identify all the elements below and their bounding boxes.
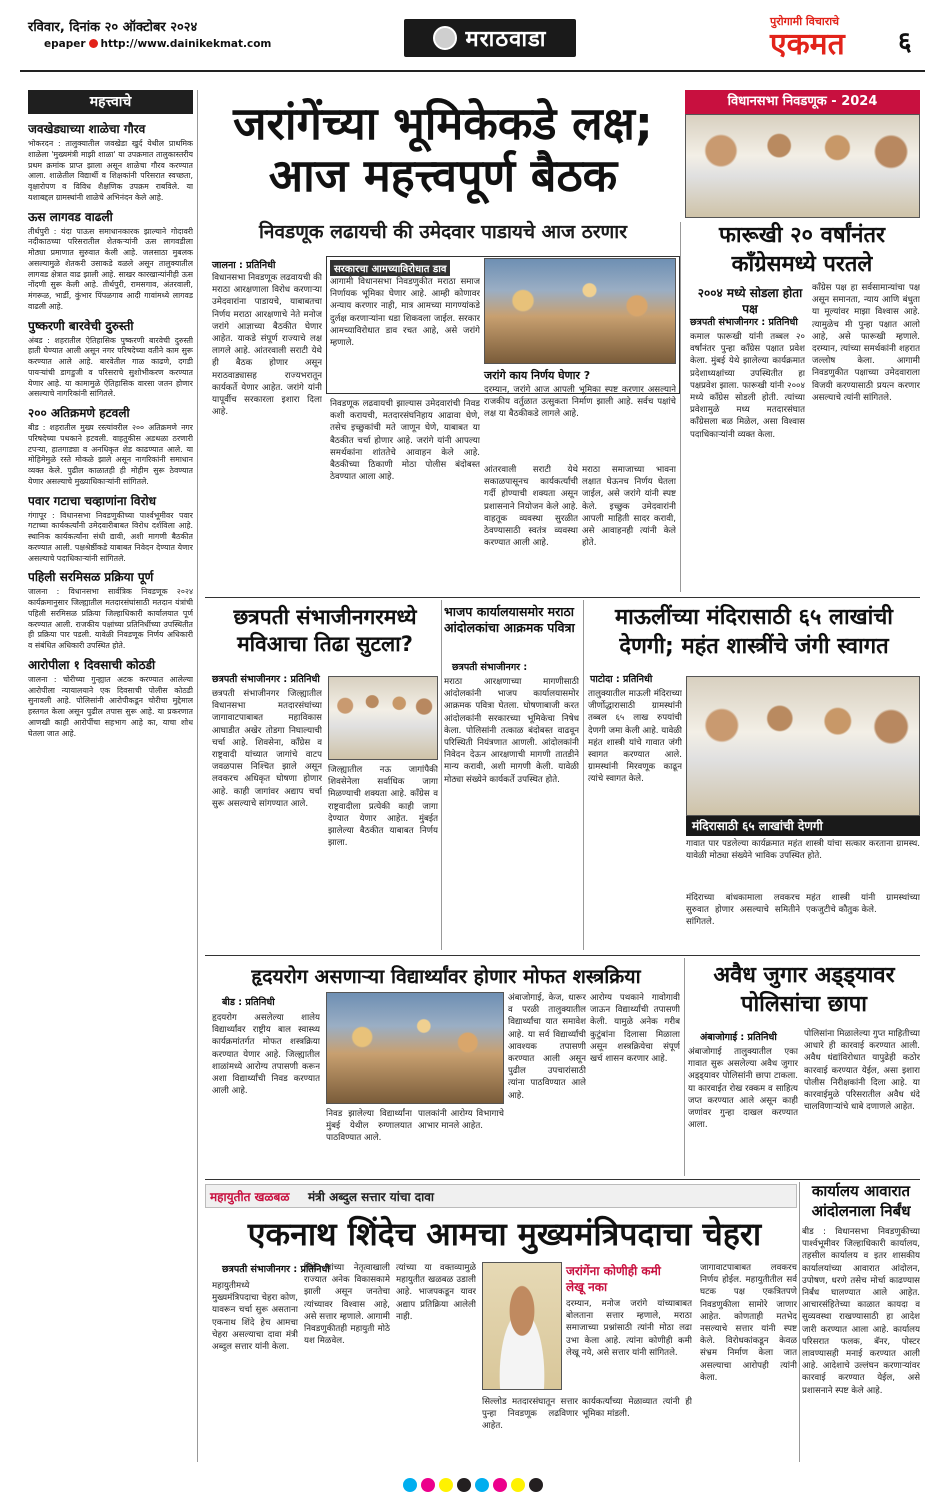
heart-surgery-text: हृदयरोग असलेल्या शालेय विद्यार्थ्यांवर राष्ट्रीय बाल स्वास्थ्य कार्यक्रमांतर्गत मोफत शस्त्रक्रिया करण्यात येणार आहे. जिल्ह्यातील शाळांमध्ये आरोग्य तपासणी करून अशा विद्यार्थ्यांची निवड करण्यात आली आहे.	[212, 1013, 320, 1097]
masthead-logo: एकमत	[770, 27, 845, 62]
mva-byline: छत्रपती संभाजीनगर : प्रतिनिधी	[212, 674, 320, 685]
sidebar-box-title: जरांगेंना कोणीही कमी लेखू नका	[566, 1264, 661, 1294]
brief-text: भोकरदन : तालुक्यातील जवखेडा खुर्द येथील प्राथमिक शाळेला 'मुख्यमंत्री माझी शाळा' या उपक्रमात तालुकास्तरीय प्रथम क्रमांक प्राप्त झाला असून शाळेचा गौरव करण्यात आला. शाळेतील विद्यार्थी व शिक्षकांनी परिसरात स्वच्छता, वृक्षारोपण व विविध शैक्षणिक उपक्रम राबविले. या यशाबद्दल ग्रामस्थांनी शाळेचे अभिनंदन केले आहे.	[28, 139, 193, 202]
left-column-heading: महत्त्वाचे	[28, 90, 193, 114]
cyan-mark-icon	[475, 1478, 489, 1492]
photo-question: जरांगे काय निर्णय घेणार ?	[484, 369, 591, 382]
heart-surgery-text-2: निवड झालेल्या विद्यार्थ्यांना मुंबई येथील रुग्णालयात पाठविण्यात आले.	[326, 1109, 412, 1144]
column-divider	[197, 90, 198, 1462]
brief-story	[28, 568, 193, 652]
black-mark-icon	[529, 1478, 543, 1492]
protest-ban-headline[interactable]: कार्यालय आवारात आंदोलनाला निर्बंध	[811, 1182, 911, 1220]
brief-text: गंगापूर : विधानसभा निवडणुकीच्या पार्श्वभूमीवर पवार गटाच्या कार्यकर्त्यांनी उमेदवारीबाबत विरोध दर्शविला आहे. स्थानिक कार्यकर्त्यांना संधी द्यावी, अशी मागणी बैठकीत करण्यात आली. पक्षश्रेष्ठींकडे याबाबत निवेदन देण्यात येणार असल्याचे पदाधिकाऱ्यांनी सांगितले.	[28, 510, 193, 563]
section-divider	[205, 597, 920, 598]
column-divider	[583, 600, 584, 950]
brief-story	[28, 404, 193, 488]
sidebar-box-text: दरम्यान, मनोज जरांगे यांच्याबाबत बोलताना सत्तार म्हणाले, मराठा समाजाच्या प्रश्नांसाठी त्यांनी मोठा लढा उभा केला आहे. त्यांना कोणीही कमी लेखू नये, असे सत्तार यांनी सांगितले.	[566, 1299, 692, 1358]
issue-date: रविवार, दिनांक २० ऑक्टोबर २०२४	[28, 20, 198, 35]
cyan-mark-icon	[403, 1478, 417, 1492]
temple-donation-text-3: महंत शास्त्री यांनी ग्रामस्थांच्या एकजुटीचे कौतुक केले.	[806, 893, 920, 916]
brief-story	[28, 492, 193, 565]
brief-title: पुष्करणी बारवेची दुरुस्ती	[28, 318, 134, 333]
sidebar-box-title: सरकारचा आमच्याविरोधात डाव	[330, 260, 450, 276]
bjp-protest-headline[interactable]: भाजप कार्यालयासमोर मराठा आंदोलकांचा आक्रमक पवित्रा	[444, 604, 575, 636]
sidebar-box-text: आगामी विधानसभा निवडणुकीत मराठा समाज निर्णायक भूमिका घेणार आहे. आम्ही कोणावर अन्याय करणार नाही, मात्र आमच्या मागण्यांकडे दुर्लक्ष करणाऱ्यांना धडा शिकवला जाईल. सरकार आमच्याविरोधात डाव रचत आहे, असे जरांगे म्हणाले.	[330, 277, 480, 349]
protest-ban-text: बीड : विधानसभा निवडणुकीच्या पार्श्वभूमीवर जिल्हाधिकारी कार्यालय, तहसील कार्यालय व इतर शासकीय कार्यालयांच्या आवारात आंदोलन, उपोषण, धरणे तसेच मोर्चा काढण्यास निर्बंध घालण्यात आले आहेत. आचारसंहितेच्या काळात कायदा व सुव्यवस्था राखण्यासाठी हा आदेश जारी करण्यात आला आहे. कार्यालय परिसरात फलक, बॅनर, पोस्टर लावण्यासही मनाई करण्यात आली आहे. आदेशाचे उल्लंघन करणाऱ्यांवर कारवाई करण्यात येईल, असे प्रशासनाने स्पष्ट केले आहे.	[802, 1227, 920, 1396]
brief-title: आरोपीला १ दिवसाची कोठडी	[28, 657, 156, 672]
faruki-column	[690, 315, 805, 590]
temple-donation-text: तालुक्यातील माऊली मंदिराच्या जीर्णोद्धारासाठी ग्रामस्थांनी तब्बल ६५ लाख रुपयांची देणगी जमा केली आहे. यावेळी महंत शास्त्री यांचे गावात जंगी स्वागत करण्यात आले. ग्रामस्थांनी मिरवणूक काढून त्यांचे स्वागत केले.	[588, 689, 682, 785]
shinde-text-4: सिल्लोड मतदारसंघातून सत्तार पुन्हा निवडणूक लढविणार आहेत.	[482, 1397, 578, 1432]
black-mark-icon	[457, 1478, 471, 1492]
lead-text-2: निवडणूक लढवायची झाल्यास उमेदवारांची निवड कशी करायची, मतदारसंघनिहाय आढावा घेणे, तसेच इच्छुकांची मते जाणून घेणे, याबाबत या बैठकीत चर्चा होणार आहे. जरांगे यांनी आपल्या समर्थकांना शांततेचे आवाहन केले आहे. बैठकीच्या ठिकाणी मोठा पोलीस बंदोबस्त ठेवण्यात आला आहे.	[330, 399, 480, 483]
students-photo[interactable]	[326, 992, 504, 1104]
shinde-text-2: शिंदे यांच्या नेतृत्वाखाली राज्यात अनेक विकासकामे झाली असून जनतेचा त्यांच्यावर विश्वास आहे, असे सत्तार म्हणाले. आगामी निवडणुकीतही महायुती मोठे यश मिळवेल.	[304, 1263, 390, 1347]
faruki-text-2: काँग्रेस पक्ष हा सर्वसामान्यांचा पक्ष असून समानता, न्याय आणि बंधुता या मूल्यांवर माझा विश्वास आहे. त्यामुळेच मी पुन्हा पक्षात आलो आहे, असे फारूखी म्हणाले. दरम्यान, त्यांच्या समर्थकांनी शहरात जल्लोष केला. आगामी निवडणुकीत पक्षाच्या उमेदवाराला विजयी करण्यासाठी प्रयत्न करणार असल्याचे त्यांनी सांगितले.	[812, 283, 920, 403]
temple-donation-text-2: मंदिराच्या बांधकामाला लवकरच सुरुवात होणार असल्याचे समितीने सांगितले.	[686, 893, 800, 928]
lead-text-3: आंतरवाली सराटी येथे सकाळपासूनच कार्यकर्त्यांची गर्दी होण्याची शक्यता असून प्रशासनाने नियोजन केले आहे. वाहतूक व्यवस्था सुरळीत ठेवण्यासाठी स्वतंत्र व्यवस्था करण्यात आली आहे.	[484, 465, 578, 549]
temple-donation-byline: पाटोदा : प्रतिनिधी	[590, 674, 653, 685]
gambling-raid-text-2: पोलिसांना मिळालेल्या गुप्त माहितीच्या आधारे ही कारवाई करण्यात आली. अवैध धंद्यांविरोधात यापुढेही कठोर कारवाई करण्यात येईल, असा इशारा पोलीस निरीक्षकांनी दिला आहे. या कारवाईमुळे परिसरातील अवैध धंदे चालविणाऱ्यांचे धाबे दणाणले आहेत.	[804, 1029, 920, 1113]
brief-title: पवार गटाचा चव्हाणांना विरोध	[28, 493, 156, 508]
column-divider	[441, 600, 442, 950]
heart-surgery-text-5: आरोग्य पथकाने गावोगावी जाऊन विद्यार्थ्यांची तपासणी केली. यामुळे अनेक गरीब कुटुंबांना दिलासा मिळाला असून शस्त्रक्रियेचा संपूर्ण खर्च शासन करणार आहे.	[590, 993, 680, 1065]
heart-surgery-text-3: पालकांनी आरोग्य विभागाचे आभार मानले आहेत.	[418, 1109, 504, 1132]
shinde-text-6: जागावाटपाबाबत लवकरच निर्णय होईल. महायुतीतील सर्व घटक पक्ष एकत्रितपणे निवडणुकीला सामोरे जाणार आहेत. कोणताही मतभेद नसल्याचे सत्तार यांनी स्पष्ट केले. विरोधकांकडून केवळ संभ्रम निर्माण केला जात असल्याचा आरोपही त्यांनी केला.	[700, 1263, 797, 1383]
congress-meeting-photo[interactable]	[685, 114, 920, 218]
brief-text: जालना : चोरीच्या गुन्ह्यात अटक करण्यात आलेल्या आरोपीला न्यायालयाने एक दिवसाची पोलीस कोठडी सुनावली आहे. पोलिसांनी आरोपीकडून चोरीचा मुद्देमाल हस्तगत केला असून पुढील तपास सुरू आहे. या प्रकरणात आणखी काही आरोपींचा सहभाग आहे का, याचा शोध घेतला जात आहे.	[28, 674, 193, 738]
header-divider	[20, 70, 925, 72]
epaper-line	[44, 38, 271, 50]
logo-tagline: पुरोगामी विचाराचे	[770, 15, 840, 28]
brief-text: जालना : विधानसभा सार्वत्रिक निवडणूक २०२४ कार्यक्रमानुसार जिल्ह्यातील मतदारसंघांसाठी मतदान यंत्रांची पहिली सरमिसळ प्रक्रिया जिल्हाधिकारी कार्यालयात पूर्ण करण्यात आली. राजकीय पक्षांच्या प्रतिनिधींच्या उपस्थितीत ही प्रक्रिया पार पडली. यावेळी निवडणूक निर्णय अधिकारी व संबंधित अधिकारी उपस्थित होते.	[28, 587, 193, 650]
page-number: ६	[898, 27, 912, 57]
magenta-mark-icon	[493, 1478, 507, 1492]
section-banner	[404, 19, 576, 57]
shinde-text-3: त्यांच्या या वक्तव्यामुळे महायुतीत खळबळ उडाली आहे. भाजपकडून यावर अद्याप प्रतिक्रिया आलेली नाही.	[396, 1263, 476, 1322]
section-divider	[205, 955, 920, 956]
bjp-protest-text: मराठा आरक्षणाच्या मागणीसाठी आंदोलकांनी भाजप कार्यालयासमोर आक्रमक पवित्रा घेतला. घोषणाबाजी करत आंदोलकांनी सरकारच्या भूमिकेचा निषेध केला. पोलिसांनी तत्काळ बंदोबस्त वाढवून परिस्थिती नियंत्रणात आणली. आंदोलकांनी निवेदन देऊन आरक्षणाची मागणी तातडीने मान्य करावी, अशी मागणी केली. यावेळी मोठ्या संख्येने कार्यकर्ते उपस्थित होते.	[444, 677, 579, 785]
lead-byline: जालना : प्रतिनिधी	[212, 260, 276, 271]
column-divider	[684, 958, 685, 1176]
photo-caption-title: मंदिरासाठी ६५ लाखांची देणगी	[686, 816, 920, 836]
mva-text-2: जिल्ह्यातील नऊ जागांपैकी शिवसेनेला सर्वाधिक जागा मिळण्याची शक्यता आहे. काँग्रेस व राष्ट्रवादीला प्रत्येकी काही जागा देण्यात येणार आहेत. मुंबईत झालेल्या बैठकीत याबाबत निर्णय झाला.	[328, 765, 438, 849]
heart-surgery-byline: बीड : प्रतिनिधी	[222, 997, 275, 1008]
mva-leaders-photo[interactable]	[328, 676, 438, 760]
left-column	[28, 116, 193, 1461]
gambling-raid-text: अंबाजोगाई तालुक्यातील एका गावात सुरू असलेल्या अवैध जुगार अड्ड्यावर पोलिसांनी छापा टाकला. या कारवाईत रोख रक्कम व साहित्य जप्त करण्यात आले असून काही जणांवर गुन्हा दाखल करण्यात आला.	[688, 1047, 798, 1131]
faruki-headline[interactable]: फारूखी २० वर्षांनंतर काँग्रेसमध्ये परतले	[718, 223, 886, 277]
globe-icon	[89, 39, 98, 48]
brief-story	[28, 208, 193, 313]
brief-story	[28, 120, 193, 204]
kicker-tag: महायुतीत खळबळ	[210, 1190, 290, 1204]
gambling-raid-headline[interactable]: अवैध जुगार अड्ड्यावर पोलिसांचा छापा	[713, 963, 895, 1017]
kicker-text: मंत्री अब्दुल सत्तार यांचा दावा	[308, 1190, 434, 1204]
mva-headline[interactable]: छत्रपती संभाजीनगरमध्ये मविआचा तिढा सुटला?	[233, 605, 417, 657]
faruki-byline: छत्रपती संभाजीनगर : प्रतिनिधी	[690, 317, 798, 328]
jarange-rally-photo[interactable]	[484, 258, 676, 364]
bjp-protest-byline: छत्रपती संभाजीनगर :	[452, 662, 528, 673]
brief-title: जवखेड्याच्या शाळेचा गौरव	[28, 122, 146, 136]
brief-text: बीड : शहरातील मुख्य रस्त्यांवरील २०० अतिक्रमणे नगर परिषदेच्या पथकाने हटवली. वाहतुकीस अडथळा ठरणारी टपऱ्या, हातगाड्या व अनधिकृत शेड काढण्यात आले. या मोहिमेमुळे रस्ते मोकळे झाले असून नागरिकांनी समाधान व्यक्त केले. पुढील काळातही ही मोहीम सुरू ठेवण्यात येणार असल्याचे मुख्याधिकाऱ्यांनी सांगितले.	[28, 423, 193, 486]
column-divider	[680, 222, 681, 592]
temple-donation-headline[interactable]: माऊलींच्या मंदिरासाठी ६५ लाखांची देणगी; महंत शास्त्रींचे जंगी स्वागत	[614, 605, 894, 659]
election-banner-title: विधानसभा निवडणूक - 2024	[685, 90, 920, 114]
election-banner	[685, 90, 920, 218]
lead-text-4: मराठा समाजाच्या भावना लक्षात घेऊनच निर्णय घेतला जाईल, असे जरांगे यांनी स्पष्ट केले. इच्छुक उमेदवारांनी आपली माहिती सादर करावी, असे आवाहनही त्यांनी केले होते.	[582, 465, 676, 549]
shinde-headline[interactable]: एकनाथ शिंदेच आमचा मुख्यमंत्रिपदाचा चेहरा	[247, 1215, 762, 1253]
heart-surgery-text-4: अंबाजोगाई, केज, धारूर व परळी तालुक्यातील विद्यार्थ्यांचा यात समावेश आहे. या सर्व विद्यार्थ्यांची आवश्यक तपासणी करण्यात आली असून पुढील उपचारांसाठी त्यांना पाठविण्यात आले आहे.	[508, 993, 586, 1101]
photo-question-text: दरम्यान, जरांगे आज आपली भूमिका स्पष्ट करणार असल्याने राजकीय वर्तुळात उत्सुकता निर्माण झाली आहे. सर्वच पक्षांचे लक्ष या बैठकीकडे लागले आहे.	[484, 385, 676, 420]
section-title: मराठवाडा	[465, 27, 547, 52]
temple-felicitation-photo[interactable]	[686, 676, 920, 816]
brief-title: पहिली सरमिसळ प्रक्रिया पूर्ण	[28, 570, 154, 585]
faruki-subhead: २००४ मध्ये सोडला होता पक्ष	[697, 286, 803, 316]
yellow-mark-icon	[439, 1478, 453, 1492]
shinde-byline: छत्रपती संभाजीनगर : प्रतिनिधी	[222, 1264, 330, 1275]
brief-story	[28, 317, 193, 401]
mva-text: छत्रपती संभाजीनगर जिल्ह्यातील विधानसभा मतदारसंघांच्या जागावाटपाबाबत महाविकास आघाडीत अखेर तोडगा निघाल्याची चर्चा आहे. शिवसेना, काँग्रेस व राष्ट्रवादी यांच्यात जागांचे वाटप जवळपास निश्चित झाले असून लवकरच अधिकृत घोषणा होणार आहे. काही जागांवर अद्याप चर्चा सुरू असल्याचे सांगण्यात आले.	[212, 689, 322, 809]
epaper-label: epaper	[44, 38, 86, 50]
gambling-raid-byline: अंबाजोगाई : प्रतिनिधी	[700, 1032, 777, 1043]
faruki-text: कमाल फारूखी यांनी तब्बल २० वर्षांनंतर पुन्हा काँग्रेस पक्षात प्रवेश केला. मुंबई येथे झालेल्या कार्यक्रमात प्रदेशाध्यक्षांच्या उपस्थितीत हा पक्षप्रवेश झाला. फारूखी यांनी २००४ मध्ये काँग्रेस सोडली होती. त्यांच्या प्रवेशामुळे मध्य मतदारसंघात काँग्रेसला बळ मिळेल, असा विश्वास पदाधिकाऱ्यांनी व्यक्त केला.	[690, 332, 805, 440]
lead-text: विधानसभा निवडणूक लढवायची की मराठा आरक्षणाला विरोध करणाऱ्या उमेदवारांना पाडायचे, याबाबतचा निर्णय मराठा आरक्षणाचे नेते मनोज जरांगे आज्ञाच्या बैठकीत घेणार आहेत. याकडे संपूर्ण राज्याचे लक्ष लागले आहे. आंतरवाली सराटी येथे ही बैठक होणार असून मराठवाड्यासह राज्यभरातून कार्यकर्ते येणार आहेत. जरांगे यांनी यापूर्वीच सरकारला इशारा दिला आहे.	[212, 273, 322, 418]
brief-text: अंबड : शहरातील ऐतिहासिक पुष्करणी बारवेची दुरुस्ती हाती घेण्यात आली असून नगर परिषदेच्या वतीने काम सुरू करण्यात आले आहे. बारवेतील गाळ काढणे, दगडी पायऱ्यांची डागडुजी व परिसराचे सुशोभीकरण करण्यात येणार आहे. या कामामुळे ऐतिहासिक वारसा जतन होणार असल्याचे नागरिकांनी सांगितले.	[28, 335, 193, 399]
brief-text: तीर्थपुरी : यंदा पाऊस समाधानकारक झाल्याने गोदावरी नदीकाठच्या परिसरातील शेतकऱ्यांनी ऊस लागवडीला मोठ्या प्रमाणात सुरुवात केली आहे. जलसाठा मुबलक असल्यामुळे शेतकरी उसाकडे वळले असून तालुक्यातील लागवड क्षेत्रात वाढ झाली आहे. साखर कारखान्यांनीही ऊस नोंदणी सुरू केली आहे. तीर्थपुरी, रामसगाव, अंतरवाली, मंगरूळ, भार्डी, कुंभार पिंपळगाव आदी गावांमध्ये लागवड वाढली आहे.	[28, 226, 193, 311]
kicker-bar	[205, 1184, 797, 1208]
sattar-portrait[interactable]	[482, 1262, 562, 1390]
section-divider	[205, 1179, 920, 1180]
region-emblem-icon	[433, 26, 457, 50]
photo-caption-text: गावात पार पडलेल्या कार्यक्रमात महंत शास्त्री यांचा सत्कार करताना ग्रामस्थ. यावेळी मोठ्या संख्येने भाविक उपस्थित होते.	[686, 839, 920, 862]
lead-subhead: निवडणूक लढायची की उमेदवार पाडायचे आज ठरणार	[259, 221, 627, 243]
print-registration-marks	[0, 1474, 945, 1496]
brief-story	[28, 656, 193, 740]
epaper-url[interactable]: http://www.dainikekmat.com	[100, 38, 272, 50]
column-divider	[799, 1182, 800, 1462]
brief-title: २०० अतिक्रमणे हटवली	[28, 406, 130, 420]
magenta-mark-icon	[421, 1478, 435, 1492]
brief-title: ऊस लागवड वाढली	[28, 209, 113, 224]
heart-surgery-headline[interactable]: हृदयरोग असणाऱ्या विद्यार्थ्यांवर होणार मोफत शस्त्रक्रिया	[251, 965, 641, 988]
shinde-text: महायुतीमध्ये मुख्यमंत्रिपदाचा चेहरा कोण, यावरून चर्चा सुरू असताना एकनाथ शिंदे हेच आमचा चेहरा असल्याचा दावा मंत्री अब्दुल सत्तार यांनी केला.	[212, 1281, 298, 1353]
yellow-mark-icon	[511, 1478, 525, 1492]
lead-headline[interactable]: जरांगेंच्या भूमिकेकडे लक्ष; आज महत्त्वपूर्ण बैठक	[233, 97, 653, 202]
shinde-text-5: कार्यकर्त्यांच्या मेळाव्यात त्यांनी ही भूमिका मांडली.	[582, 1397, 692, 1420]
